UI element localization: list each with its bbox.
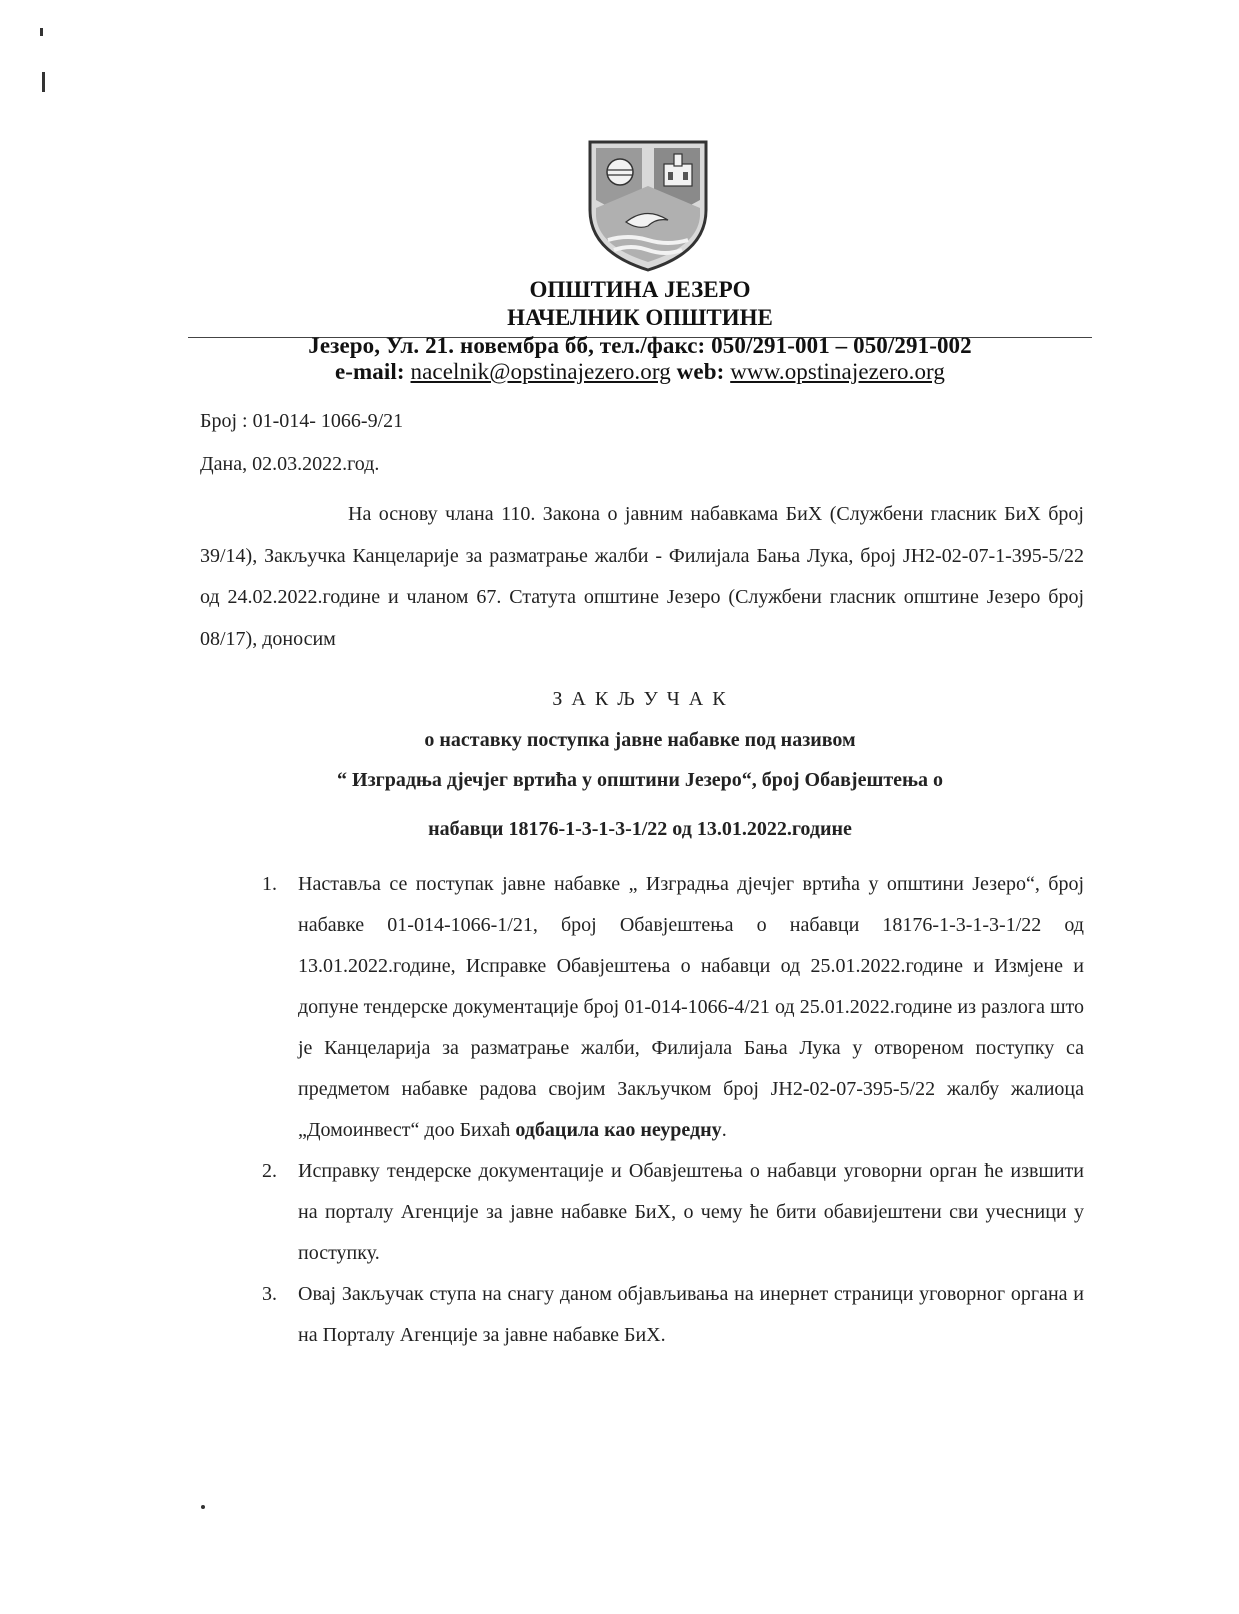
item-emphasis: одбацила као неуредну bbox=[515, 1119, 722, 1141]
list-item bbox=[262, 1274, 1084, 1356]
decision-subject-line-2: “ Изградња дјечјег вртића у општини Језеро“, број Обавјештења о bbox=[337, 769, 943, 791]
web-link[interactable]: www.opstinajezero.org bbox=[730, 359, 945, 384]
list-item bbox=[262, 864, 1084, 1151]
decision-heading: З А К Љ У Ч А К bbox=[552, 688, 728, 710]
email-label: e-mail: bbox=[334, 359, 405, 384]
document-number: Број : 01-014- 1066-9/21 bbox=[200, 410, 404, 432]
intro-text: На основу члана 110. Закона о јавним набавкама БиХ (Службени гласник БиХ број 39/14), Закључка Канцеларије за разматрање жалби - Филијала Бања Лука, број ЈН2-02-07-1-395-5/22 од 24.02.2022.године и чланом 67. Статута општине Језеро (Службени гласник општине Језеро број 08/17), доносим bbox=[200, 503, 1084, 650]
item-number: 2. bbox=[262, 1160, 277, 1182]
org-name: ОПШТИНА ЈЕЗЕРО bbox=[529, 277, 751, 302]
item-number: 3. bbox=[262, 1283, 277, 1305]
document-date: Дана, 02.03.2022.год. bbox=[200, 453, 380, 475]
list-item bbox=[262, 1151, 1084, 1274]
intro-paragraph bbox=[200, 494, 1084, 660]
scan-speck bbox=[40, 28, 43, 36]
scan-speck bbox=[42, 72, 45, 92]
item-number: 1. bbox=[262, 873, 277, 895]
contact-line bbox=[0, 359, 1239, 385]
item-end: . bbox=[721, 1119, 727, 1141]
org-office: НАЧЕЛНИК ОПШТИНЕ bbox=[507, 305, 773, 330]
scan-speck bbox=[201, 1505, 205, 1509]
web-label: web: bbox=[676, 359, 725, 384]
decision-subject-line-3: набавци 18176-1-3-1-3-1/22 од 13.01.2022.године bbox=[428, 818, 852, 840]
decision-items bbox=[262, 864, 1084, 1356]
decision-subject-line-1: о наставку поступка јавне набавке под називом bbox=[424, 729, 856, 751]
item-text: Наставља се поступак јавне набавке „ Изградња дјечјег вртића у општини Језеро“, број набавке 01-014-1066-1/21, број Обавјештења о набавци 18176-1-3-1-3-1/22 од 13.01.2022.године, Исправке Обавјештења о набавци од 25.01.2022.године и Измјене и допуне тендерске документације број 01-014-1066-4/21 од 25.01.2022.године из разлога што је Канцеларија за разматрање жалби, Филијала Бања Лука у отвореном поступку са предметом набавке радова својим Закључком број ЈН2-02-07-395-5/22 жалбу жалиоца „Домоинвест“ доо Бихаћ bbox=[298, 873, 1084, 1141]
email-link[interactable]: nacelnik@opstinajezero.org bbox=[410, 359, 671, 384]
address-line: Језеро, Ул. 21. новембра бб, тел./факс: 050/291-001 – 050/291-002 bbox=[308, 333, 972, 358]
municipality-coat-of-arms bbox=[586, 140, 710, 272]
item-text: Овај Закључак ступа на снагу даном објављивања на инернет страници уговорног органа и на Порталу Агенције за јавне набавке БиХ. bbox=[298, 1283, 1084, 1346]
item-text: Исправку тендерске документације и Обавјештења о набавци уговорни орган ће извшити на порталу Агенције за јавне набавке БиХ, о чему ће бити обавијештени сви учесници у поступку. bbox=[298, 1160, 1084, 1264]
